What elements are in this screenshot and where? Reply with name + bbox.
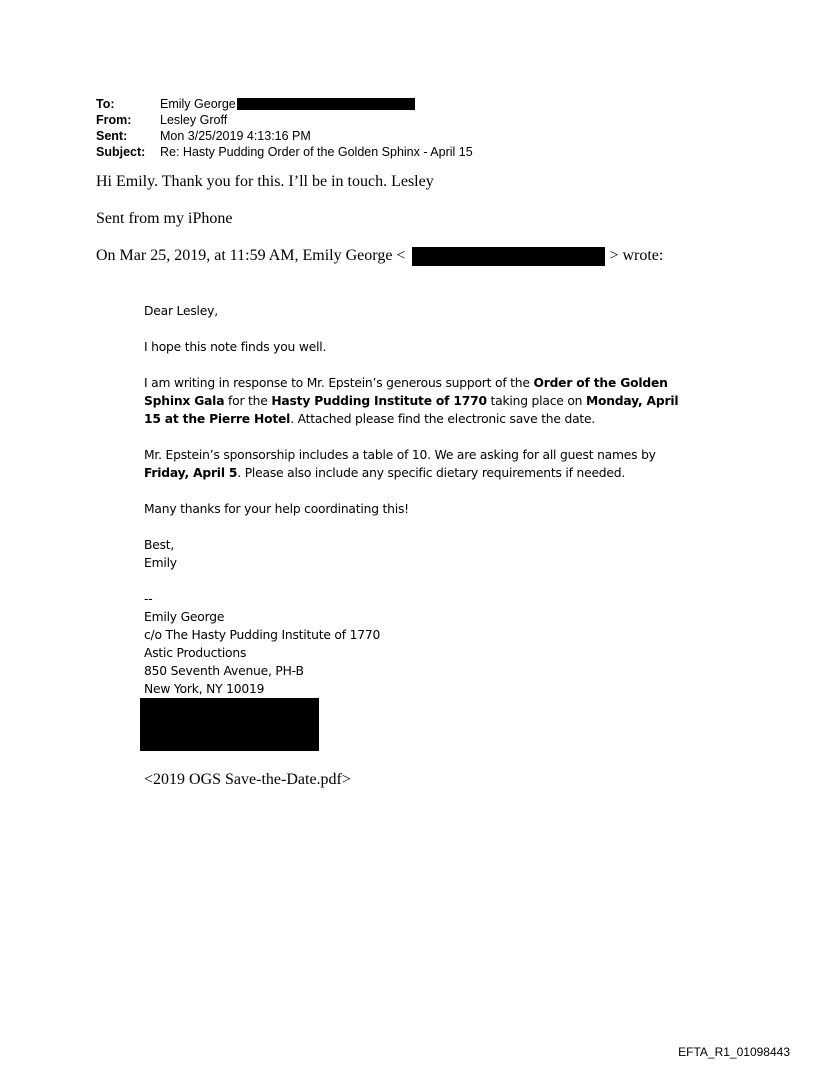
quote-intro-text: On Mar 25, 2019, at 11:59 AM, Emily George <	[96, 247, 406, 264]
redaction-to-email	[237, 98, 415, 110]
attachment-link[interactable]: <2019 OGS Save-the-Date.pdf>	[144, 771, 351, 788]
header-to-row	[96, 96, 473, 112]
quoted-paragraph-1: I hope this note finds you well.	[144, 340, 327, 354]
header-sent-row	[96, 128, 473, 144]
from-value: Lesley Groff	[160, 113, 228, 127]
reply-body: Hi Emily. Thank you for this. I’ll be in touch. Lesley	[96, 173, 434, 190]
quoted-message	[144, 302, 684, 698]
to-label: To:	[96, 97, 115, 111]
sent-label: Sent:	[96, 129, 128, 143]
quoted-paragraph-2: I am writing in response to Mr. Epstein’s generous support of the Order of the Golden Sphinx Gala for the Hasty Pudding Institute of 1770 taking place on Monday, April 15 at the Pierre Hotel. Attached please find the electronic save the date.	[144, 376, 679, 426]
header-subject-row	[96, 144, 473, 160]
quote-intro-end: > wrote:	[609, 247, 664, 264]
reply-signature: Sent from my iPhone	[96, 210, 233, 227]
subject-label: Subject:	[96, 145, 146, 159]
deadline-date: Friday, April 5	[144, 466, 238, 480]
redaction-block	[140, 698, 319, 751]
quote-intro	[96, 246, 663, 266]
signature-org: c/o The Hasty Pudding Institute of 1770	[144, 628, 381, 642]
to-value: Emily George	[160, 97, 236, 111]
email-headers	[96, 96, 473, 160]
quoted-greeting: Dear Lesley,	[144, 304, 218, 318]
quoted-closing: Best,	[144, 538, 175, 552]
from-label: From:	[96, 113, 132, 127]
subject-value: Re: Hasty Pudding Order of the Golden Sphinx - April 15	[160, 145, 473, 159]
document-id: EFTA_R1_01098443	[678, 1045, 790, 1059]
quoted-paragraph-3: Mr. Epstein’s sponsorship includes a table of 10. We are asking for all guest names by Friday, April 5. Please also include any specific dietary requirements if needed.	[144, 448, 656, 480]
signature-separator: --	[144, 592, 153, 606]
signature-address-1: 850 Seventh Avenue, PH-B	[144, 664, 304, 678]
institute-name: Hasty Pudding Institute of 1770	[271, 394, 487, 408]
redaction-sender-email	[412, 247, 605, 266]
signature-address-2: New York, NY 10019	[144, 682, 265, 696]
signature-name: Emily George	[144, 610, 225, 624]
signature-company: Astic Productions	[144, 646, 247, 660]
quoted-paragraph-4: Many thanks for your help coordinating this!	[144, 502, 409, 516]
event-date-venue: Monday, April 15 at the Pierre Hotel	[144, 394, 679, 426]
sent-value: Mon 3/25/2019 4:13:16 PM	[160, 129, 311, 143]
quoted-closing-name: Emily	[144, 556, 177, 570]
event-name: Order of the Golden Sphinx Gala	[144, 376, 668, 408]
header-from-row	[96, 112, 473, 128]
